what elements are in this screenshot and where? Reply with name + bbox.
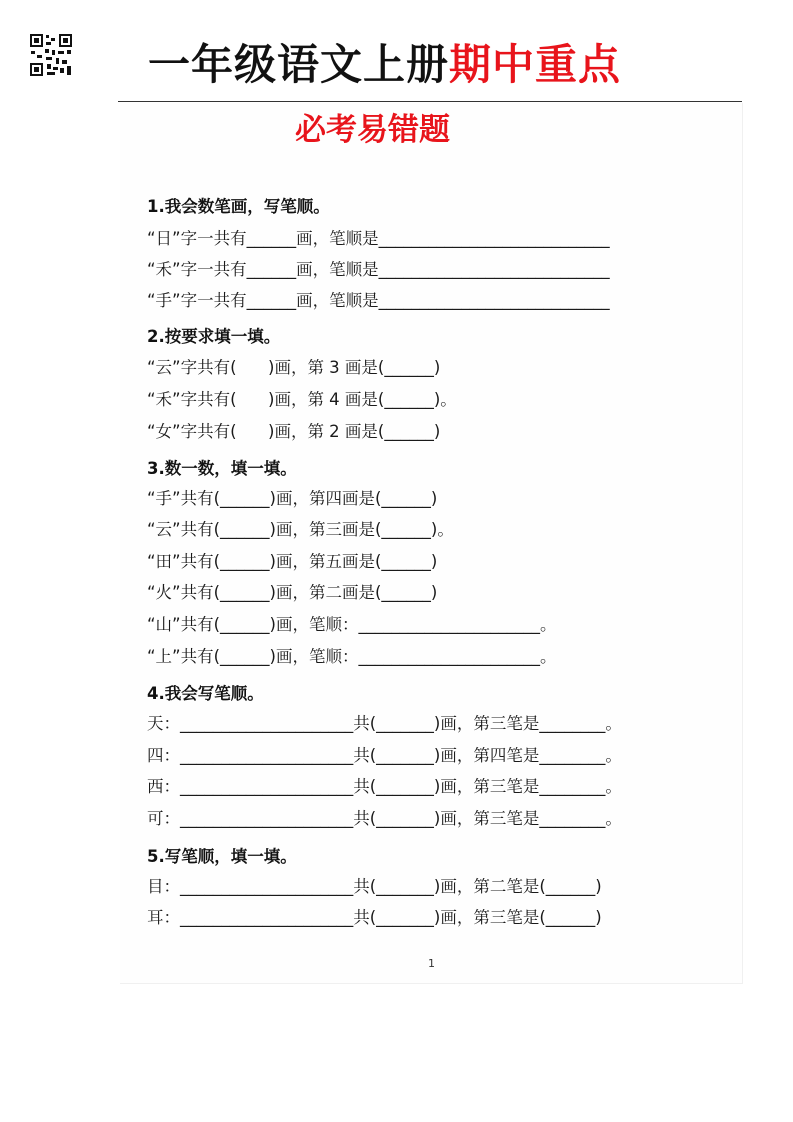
section-4-line: 西：_____________________共(_______)画，第三笔是________。 [147,777,622,796]
section-3-heading: 3.数一数，填一填。 [147,459,297,478]
section-3-line: “上”共有(______)画，笔顺：______________________。 [147,647,557,666]
title-black-part: 一年级语文上册 [148,40,450,89]
section-3-line: “田”共有(______)画，第五画是(______) [147,552,438,571]
section-2-line: “云”字共有( )画，第 3 画是(______) [147,358,441,377]
section-3-line: “火”共有(______)画，第二画是(______) [147,583,438,602]
section-4-line: 天：_____________________共(_______)画，第三笔是________。 [147,714,622,733]
section-1-line: “手”字一共有______画，笔顺是____________________________ [147,291,610,310]
qr-code-icon [29,33,73,77]
worksheet-subtitle: 必考易错题 [295,112,450,148]
section-1-line: “禾”字一共有______画，笔顺是____________________________ [147,260,610,279]
title-red-part: 期中重点 [449,40,622,89]
section-4-line: 可：_____________________共(_______)画，第三笔是________。 [147,809,622,828]
section-1-heading: 1.我会数笔画，写笔顺。 [147,197,330,216]
section-5-line: 目：_____________________共(_______)画，第二笔是(______) [147,877,602,896]
section-4-heading: 4.我会写笔顺。 [147,684,264,703]
section-3-line: “云”共有(______)画，第三画是(______)。 [147,520,454,539]
section-2-line: “女”字共有( )画，第 2 画是(______) [147,422,441,441]
section-2-line: “禾”字共有( )画，第 4 画是(______)。 [147,390,457,409]
section-1-line: “日”字一共有______画，笔顺是____________________________ [147,229,610,248]
section-2-heading: 2.按要求填一填。 [147,327,281,346]
section-3-line: “手”共有(______)画，第四画是(______) [147,489,438,508]
section-3-line: “山”共有(______)画，笔顺：______________________。 [147,615,557,634]
title-divider [118,101,742,102]
section-5-heading: 5.写笔顺，填一填。 [147,847,297,866]
section-5-line: 耳：_____________________共(_______)画，第三笔是(______) [147,908,602,927]
page-title [148,32,621,92]
page-number: 1 [428,957,435,970]
section-4-line: 四：_____________________共(_______)画，第四笔是________。 [147,746,622,765]
